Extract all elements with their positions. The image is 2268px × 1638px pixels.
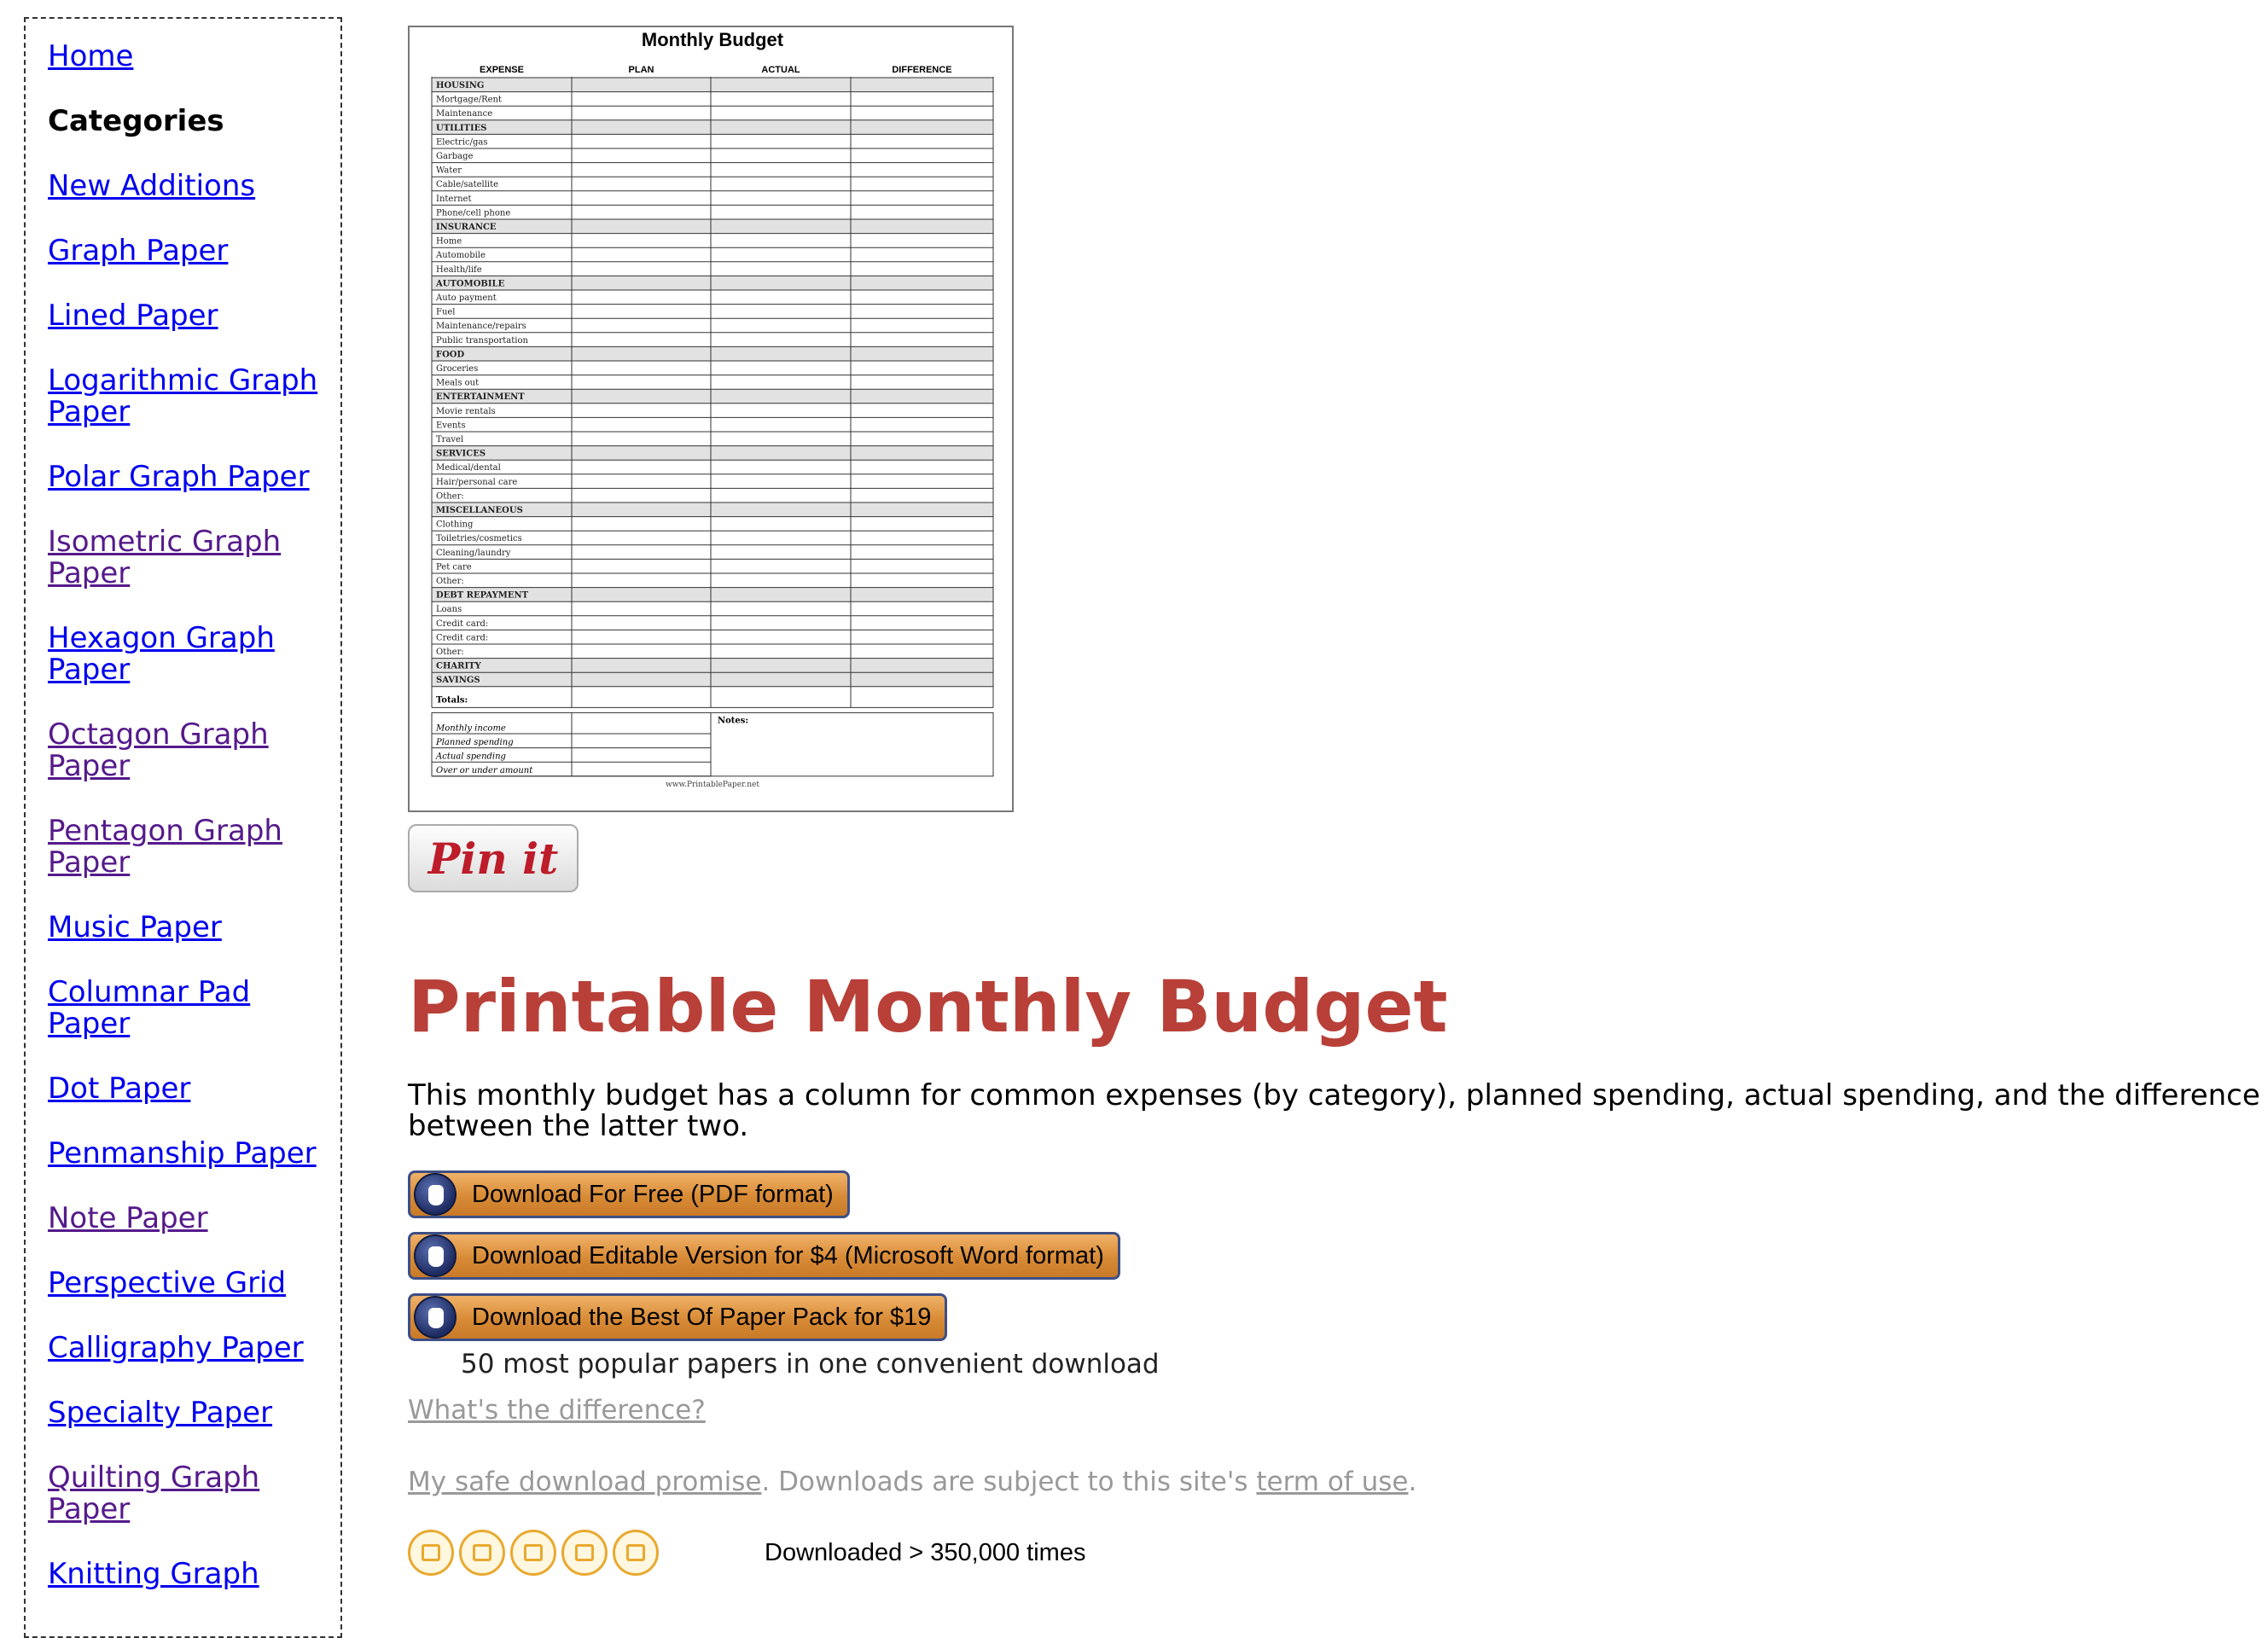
preview-row-label: Pet care <box>436 562 472 572</box>
sidebar-item-calligraphy-paper[interactable]: Calligraphy Paper <box>48 1331 304 1365</box>
preview-row-label: Groceries <box>436 364 479 374</box>
preview-row-label: Maintenance/repairs <box>436 322 526 332</box>
preview-row-label: Public transportation <box>436 335 528 346</box>
sidebar-item-lined-paper[interactable]: Lined Paper <box>48 299 218 333</box>
preview-row-label: Auto payment <box>436 293 497 303</box>
preview-row-label: Automobile <box>436 251 486 261</box>
promise-end-text: . <box>1408 1467 1417 1497</box>
preview-row-label: Other: <box>436 491 464 502</box>
sidebar-item-specialty-paper[interactable]: Specialty Paper <box>48 1396 273 1430</box>
preview-row-label: AUTOMOBILE <box>436 279 505 289</box>
preview-row-label: HOUSING <box>436 81 485 90</box>
preview-section-shade <box>432 672 993 687</box>
sidebar-home-link[interactable]: Home <box>48 39 134 73</box>
sidebar <box>24 17 342 1638</box>
preview-column-header: EXPENSE <box>480 65 524 75</box>
safe-download-promise-link[interactable]: My safe download promise <box>408 1467 762 1497</box>
sidebar-item-hexagon-graph-paper[interactable]: Hexagon Graph Paper <box>48 621 275 687</box>
preview-row-label: Maintenance <box>436 109 493 119</box>
preview-totals-label: Totals: <box>436 695 468 706</box>
preview-row-label: SAVINGS <box>436 676 480 686</box>
preview-row-label: Events <box>436 421 466 431</box>
sidebar-item-logarithmic-graph-paper[interactable]: Logarithmic Graph Paper <box>48 363 318 429</box>
sidebar-item-octagon-graph-paper[interactable]: Octagon Graph Paper <box>48 717 269 783</box>
preview-row-label: Medical/dental <box>436 463 501 473</box>
preview-row-label: Other: <box>436 648 464 657</box>
preview-section-shade <box>432 446 993 461</box>
download-promise-text <box>408 1467 2268 1497</box>
sidebar-item-knitting-graph[interactable]: Knitting Graph <box>48 1557 259 1591</box>
preview-column-header: DIFFERENCE <box>892 65 952 75</box>
preview-row-label: Toiletries/cosmetics <box>436 534 522 544</box>
promise-mid-text: . Downloads are subject to this site's <box>761 1467 1257 1497</box>
sidebar-item-quilting-graph-paper[interactable]: Quilting Graph Paper <box>48 1461 260 1526</box>
download-pack-label: Download the Best Of Paper Pack for $19 <box>472 1303 932 1331</box>
preview-row-label: Movie rentals <box>436 406 496 416</box>
hand-pointer-icon <box>414 1234 457 1277</box>
preview-row-label: Travel <box>436 435 464 444</box>
sidebar-item-new-additions[interactable]: New Additions <box>48 169 256 203</box>
sidebar-item-dot-paper[interactable]: Dot Paper <box>48 1072 191 1106</box>
preview-row-label: Home <box>436 236 462 247</box>
paper-pack-note: 50 most popular papers in one convenient download <box>461 1349 1160 1380</box>
rating-printer-icon[interactable] <box>561 1530 608 1576</box>
hand-pointer-icon <box>414 1296 457 1339</box>
sidebar-item-polar-graph-paper[interactable]: Polar Graph Paper <box>48 460 310 494</box>
preview-row-label: MISCELLANEOUS <box>436 506 523 515</box>
hand-pointer-icon <box>414 1173 457 1216</box>
monthly-budget-preview-image[interactable] <box>408 26 1014 812</box>
preview-row-label: Cleaning/laundry <box>436 548 511 558</box>
preview-row-label: Electric/gas <box>436 137 488 148</box>
preview-summary-label: Actual spending <box>436 752 506 762</box>
sidebar-item-music-paper[interactable]: Music Paper <box>48 910 222 944</box>
preview-row-label: Phone/cell phone <box>436 208 511 218</box>
preview-row-label: FOOD <box>436 350 465 360</box>
preview-row-label: Credit card: <box>436 633 489 643</box>
preview-summary-label: Planned spending <box>436 738 514 747</box>
page-title: Printable Monthly Budget <box>408 965 1448 1048</box>
download-count: Downloaded > 350,000 times <box>765 1538 1086 1566</box>
preview-row-label: Cable/satellite <box>436 180 499 190</box>
pin-it-button[interactable]: Pin it <box>408 824 579 892</box>
sidebar-item-note-paper[interactable]: Note Paper <box>48 1201 208 1235</box>
download-editable-word-button[interactable] <box>408 1232 1120 1280</box>
preview-section-shade <box>432 120 993 135</box>
preview-row-label: Hair/personal care <box>436 477 518 487</box>
sidebar-item-graph-paper[interactable]: Graph Paper <box>48 234 229 268</box>
rating-printer-icon[interactable] <box>613 1530 659 1576</box>
term-of-use-link[interactable]: term of use <box>1256 1467 1409 1497</box>
download-free-label: Download For Free (PDF format) <box>472 1180 834 1208</box>
preview-row-label: SERVICES <box>436 449 486 459</box>
preview-section-shade <box>432 659 993 673</box>
main-content <box>408 26 2268 1576</box>
preview-row-label: Fuel <box>436 307 456 317</box>
download-editable-label: Download Editable Version for $4 (Microsoft Word format) <box>472 1241 1104 1269</box>
preview-summary-label: Over or under amount <box>436 766 533 776</box>
preview-row-label: Credit card: <box>436 619 489 629</box>
preview-row-label: ENTERTAINMENT <box>436 392 525 403</box>
categories-heading: Categories <box>48 104 224 138</box>
preview-row-label: INSURANCE <box>436 223 497 232</box>
preview-section-shade <box>432 219 993 234</box>
preview-summary-label: Monthly income <box>436 723 506 734</box>
preview-section-shade <box>432 78 993 92</box>
preview-row-label: Mortgage/Rent <box>436 95 503 105</box>
sidebar-item-columnar-pad-paper[interactable]: Columnar Pad Paper <box>48 975 251 1041</box>
rating-row <box>408 1530 2268 1576</box>
download-buttons <box>408 1170 2268 1342</box>
whats-the-difference-link[interactable]: What's the difference? <box>408 1395 706 1426</box>
preview-section-shade <box>432 276 993 290</box>
preview-column-header: ACTUAL <box>761 65 800 75</box>
sidebar-item-pentagon-graph-paper[interactable]: Pentagon Graph Paper <box>48 814 282 880</box>
preview-row-label: Clothing <box>436 520 474 530</box>
sidebar-item-isometric-graph-paper[interactable]: Isometric Graph Paper <box>48 525 282 590</box>
preview-row-label: Other: <box>436 577 464 586</box>
preview-row-label: Health/life <box>436 264 482 275</box>
preview-row-label: Meals out <box>436 378 480 388</box>
rating-printer-icon[interactable] <box>459 1530 505 1576</box>
download-paper-pack-button[interactable] <box>408 1293 947 1341</box>
preview-row-label: CHARITY <box>436 661 481 671</box>
preview-row-label: Internet <box>436 194 472 204</box>
preview-row-label: Garbage <box>436 152 474 161</box>
preview-row-label: DEBT REPAYMENT <box>436 590 529 601</box>
preview-footer: www.PrintablePaper.net <box>666 780 759 789</box>
preview-notes-label: Notes: <box>718 716 749 726</box>
preview-row-label: Loans <box>436 605 462 615</box>
preview-section-shade <box>432 346 993 361</box>
sidebar-item-perspective-grid[interactable]: Perspective Grid <box>48 1266 287 1300</box>
rating-printer-icon[interactable] <box>510 1530 556 1576</box>
page-description: This monthly budget has a column for common expenses (by category), planned spending, actual spending, and the difference between the latter two. <box>408 1078 2260 1143</box>
rating-printer-icon[interactable] <box>408 1530 454 1576</box>
preview-column-header: PLAN <box>628 65 654 75</box>
preview-row-label: Water <box>436 166 462 176</box>
sidebar-item-penmanship-paper[interactable]: Penmanship Paper <box>48 1136 317 1170</box>
preview-title: Monthly Budget <box>641 29 784 50</box>
download-free-pdf-button[interactable] <box>408 1170 850 1218</box>
category-list <box>48 171 340 1590</box>
preview-row-label: UTILITIES <box>436 123 487 133</box>
